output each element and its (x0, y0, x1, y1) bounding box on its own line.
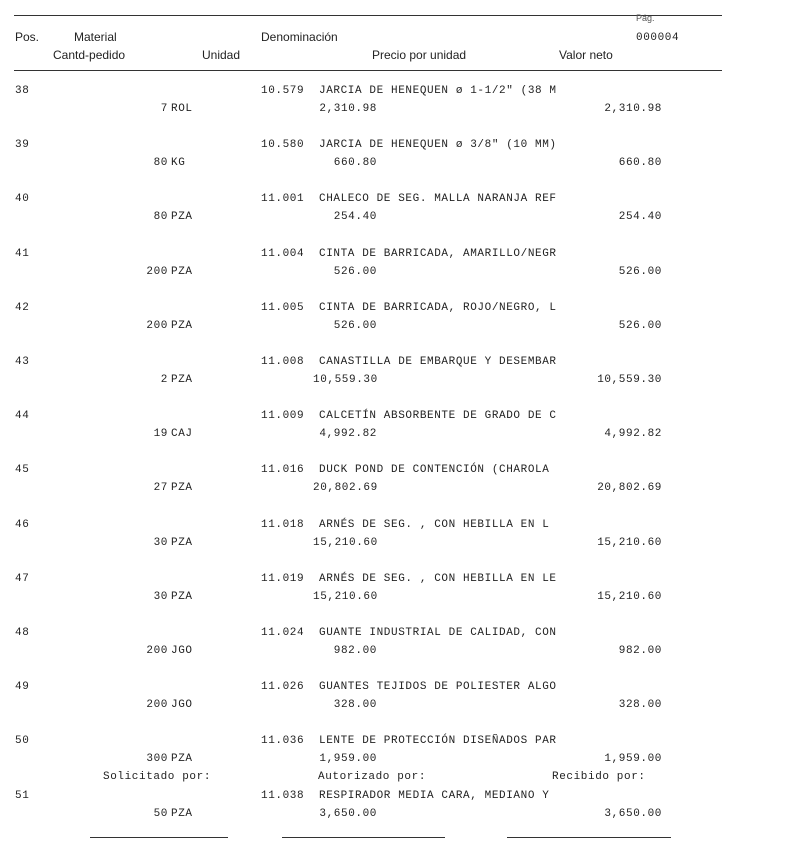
item-material: 11.018 (261, 519, 305, 531)
col-header-material: Material (74, 30, 117, 44)
item-material: 11.005 (261, 302, 305, 314)
item-unit: PZA (171, 482, 193, 494)
item-qty: 19 (153, 428, 168, 440)
item-net: 15,210.60 (597, 591, 662, 603)
item-price: 10,559.30 (313, 374, 378, 386)
item-description: JARCIA DE HENEQUEN ø 3/8" (10 MM) (319, 139, 557, 151)
item-net: 2,310.98 (604, 103, 662, 115)
item-net: 660.80 (618, 157, 662, 169)
item-qty: 7 (160, 103, 168, 115)
signature-line-recibido (507, 837, 671, 838)
item-price: 15,210.60 (313, 537, 378, 549)
item-description: JARCIA DE HENEQUEN ø 1-1/2" (38 M (319, 85, 557, 97)
signature-line-autorizado (282, 837, 445, 838)
item-unit: PZA (171, 537, 193, 549)
item-price: 15,210.60 (313, 591, 378, 603)
item-qty: 200 (146, 266, 168, 278)
item-pos: 44 (15, 410, 30, 422)
item-unit: KG (171, 157, 186, 169)
item-material: 11.024 (261, 627, 305, 639)
item-price: 982.00 (333, 645, 377, 657)
item-price: 660.80 (333, 157, 377, 169)
item-qty: 80 (153, 157, 168, 169)
col-header-pos: Pos. (15, 30, 40, 44)
item-price: 2,310.98 (319, 103, 377, 115)
item-description: GUANTE INDUSTRIAL DE CALIDAD, CON (319, 627, 557, 639)
item-material: 11.009 (261, 410, 305, 422)
item-price: 1,959.00 (319, 753, 377, 765)
item-net: 526.00 (618, 266, 662, 278)
item-price: 20,802.69 (313, 482, 378, 494)
solicitado-label: Solicitado por: (103, 771, 212, 783)
item-unit: PZA (171, 591, 193, 603)
recibido-label: Recibido por: (552, 771, 646, 783)
item-description: CANASTILLA DE EMBARQUE Y DESEMBAR (319, 356, 557, 368)
item-unit: PZA (171, 753, 193, 765)
item-material: 11.004 (261, 248, 305, 260)
item-pos: 40 (15, 193, 30, 205)
item-unit: JGO (171, 645, 193, 657)
item-net: 1,959.00 (604, 753, 662, 765)
item-pos: 45 (15, 464, 30, 476)
item-pos: 41 (15, 248, 30, 260)
item-price: 526.00 (333, 266, 377, 278)
signature-line-solicitado (90, 837, 228, 838)
item-pos: 43 (15, 356, 30, 368)
item-description: LENTE DE PROTECCIÓN DISEÑADOS PAR (319, 735, 557, 747)
item-material: 11.016 (261, 464, 305, 476)
item-pos: 50 (15, 735, 30, 747)
item-material: 11.026 (261, 681, 305, 693)
item-net: 254.40 (618, 211, 662, 223)
item-material: 11.019 (261, 573, 305, 585)
item-qty: 27 (153, 482, 168, 494)
item-pos: 46 (15, 519, 30, 531)
item-description: GUANTES TEJIDOS DE POLIESTER ALGO (319, 681, 557, 693)
item-net: 20,802.69 (597, 482, 662, 494)
col-header-precio: Precio por unidad (372, 48, 467, 62)
item-material: 11.036 (261, 735, 305, 747)
item-net: 15,210.60 (597, 537, 662, 549)
item-price: 4,992.82 (319, 428, 377, 440)
item-qty: 50 (153, 808, 168, 820)
item-description: DUCK POND DE CONTENCIÓN (CHAROLA (319, 464, 550, 476)
item-material: 10.580 (261, 139, 305, 151)
item-unit: PZA (171, 808, 193, 820)
item-price: 254.40 (333, 211, 377, 223)
item-qty: 30 (153, 537, 168, 549)
item-description: ARNÉS DE SEG. , CON HEBILLA EN L (319, 519, 550, 531)
item-description: CINTA DE BARRICADA, AMARILLO/NEGR (319, 248, 557, 260)
item-description: ARNÉS DE SEG. , CON HEBILLA EN LE (319, 573, 557, 585)
item-unit: PZA (171, 320, 193, 332)
item-qty: 200 (146, 320, 168, 332)
item-unit: PZA (171, 374, 193, 386)
item-pos: 49 (15, 681, 30, 693)
item-pos: 39 (15, 139, 30, 151)
item-net: 3,650.00 (604, 808, 662, 820)
col-header-valor: Valor neto (559, 48, 613, 62)
item-price: 3,650.00 (319, 808, 377, 820)
item-pos: 48 (15, 627, 30, 639)
item-net: 526.00 (618, 320, 662, 332)
col-header-cantd: Cantd-pedido (53, 48, 126, 62)
item-description: RESPIRADOR MEDIA CARA, MEDIANO Y (319, 790, 550, 802)
page-label: Pág. (636, 13, 655, 23)
item-material: 11.001 (261, 193, 305, 205)
item-net: 10,559.30 (597, 374, 662, 386)
item-material: 10.579 (261, 85, 305, 97)
item-net: 328.00 (618, 699, 662, 711)
autorizado-label: Autorizado por: (318, 771, 427, 783)
item-unit: ROL (171, 103, 193, 115)
item-price: 526.00 (333, 320, 377, 332)
item-qty: 300 (146, 753, 168, 765)
item-unit: PZA (171, 266, 193, 278)
item-pos: 38 (15, 85, 30, 97)
item-unit: PZA (171, 211, 193, 223)
item-net: 4,992.82 (604, 428, 662, 440)
header-bottom-rule (14, 70, 722, 71)
item-qty: 2 (160, 374, 168, 386)
item-pos: 42 (15, 302, 30, 314)
item-description: CINTA DE BARRICADA, ROJO/NEGRO, L (319, 302, 557, 314)
item-price: 328.00 (333, 699, 377, 711)
item-qty: 200 (146, 645, 168, 657)
item-pos: 47 (15, 573, 30, 585)
item-description: CHALECO DE SEG. MALLA NARANJA REF (319, 193, 557, 205)
item-pos: 51 (15, 790, 30, 802)
item-qty: 30 (153, 591, 168, 603)
page-number: 000004 (636, 32, 680, 44)
item-qty: 200 (146, 699, 168, 711)
item-description: CALCETÍN ABSORBENTE DE GRADO DE C (319, 410, 557, 422)
item-material: 11.038 (261, 790, 305, 802)
col-header-denominacion: Denominación (261, 30, 338, 44)
item-material: 11.008 (261, 356, 305, 368)
header-top-rule (14, 15, 722, 16)
col-header-unidad: Unidad (202, 48, 241, 62)
item-unit: CAJ (171, 428, 193, 440)
item-qty: 80 (153, 211, 168, 223)
item-net: 982.00 (618, 645, 662, 657)
item-unit: JGO (171, 699, 193, 711)
